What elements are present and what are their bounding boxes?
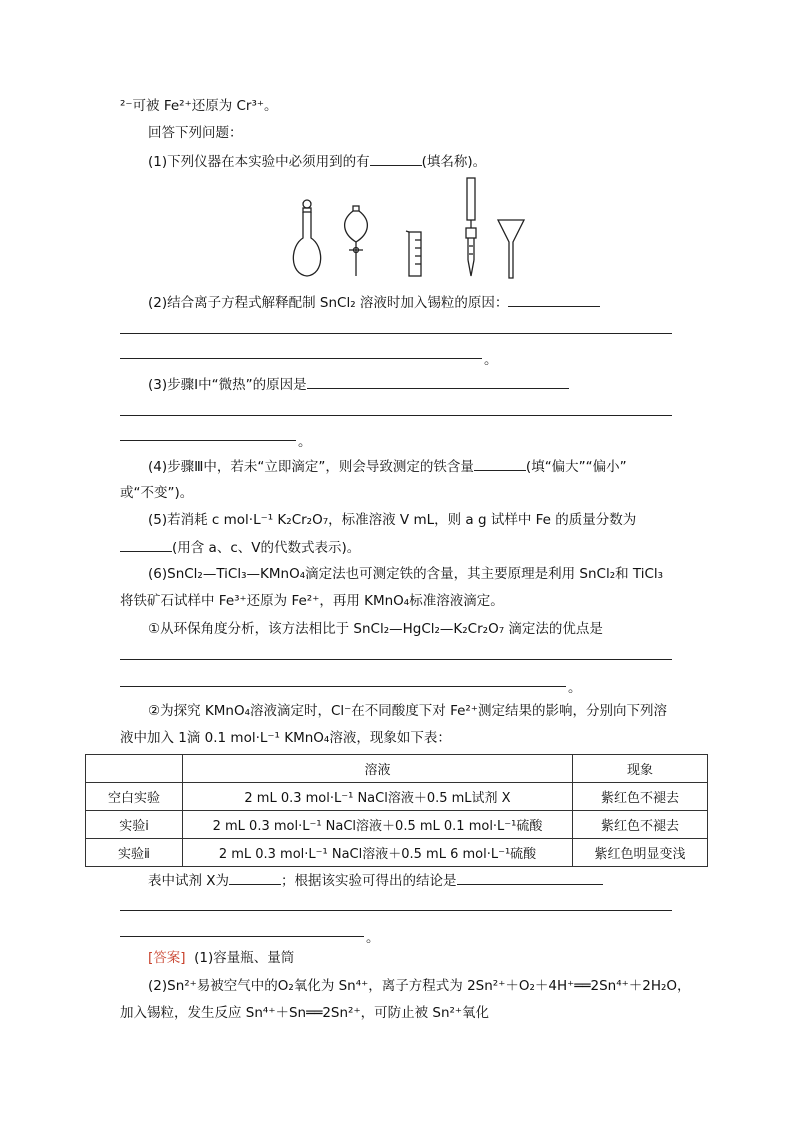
question-4-cont: 或“不变”)。 [120,485,194,501]
table-row [86,783,708,811]
answer-blank-5[interactable] [120,537,172,552]
question-6-1: ①从环保角度分析，该方法相比于 SnCl₂—HgCl₂—K₂Cr₂O₇ 滴定法的优点是 [148,621,603,637]
question-6-cont: 将铁矿石试样中 Fe³⁺还原为 Fe²⁺，再用 KMnO₄标准溶液滴定。 [120,593,504,609]
apparatus-illustration [285,176,525,282]
table-header-row [86,755,708,783]
table-followup-suffix: ；根据该实验可得出的结论是 [281,873,457,889]
question-6: (6)SnCl₂—TiCl₃—KMnO₄滴定法也可测定铁的含量，其主要原理是利用 SnCl₂和 TiCl₃ [148,566,664,582]
question-4-text: (4)步骤Ⅲ中，若未“立即滴定”，则会导致测定的铁含量 [148,459,474,475]
funnel-icon [498,220,524,278]
question-4 [148,456,627,477]
table-cell: 2 mL 0.3 mol·L⁻¹ NaCl溶液＋0.5 mL试剂 X [183,783,573,811]
text-line-0: ²⁻可被 Fe²⁺还原为 Cr³⁺。 [120,98,278,114]
table-cell: 实验ⅱ [86,839,183,867]
table-header-cell: 现象 [573,755,708,783]
volumetric-flask-icon [293,200,320,276]
question-4-suffix: (填“偏大”“偏小” [525,459,627,475]
question-3 [148,374,569,395]
burette-icon [466,178,476,276]
question-1-text: (1)下列仪器在本实验中必须用到的有 [148,154,370,170]
table-cell: 2 mL 0.3 mol·L⁻¹ NaCl溶液＋0.5 mL 0.1 mol·L⁻¹硫酸 [183,811,573,839]
table-followup-text: 表中试剂 X为 [148,873,230,889]
answer-blank-conclusion[interactable] [457,870,603,885]
question-intro: 回答下列问题： [148,125,243,141]
answer-2: (2)Sn²⁺易被空气中的O₂氧化为 Sn⁴⁺，离子方程式为 2Sn²⁺＋O₂＋4H⁺══2Sn⁴⁺＋2H₂O， [148,978,691,994]
experiment-table [85,754,708,867]
question-5: (5)若消耗 c mol·L⁻¹ K₂Cr₂O₇，标准溶液 V mL，则 a g 试样中 Fe 的质量分数为 [148,512,637,528]
graduated-cylinder-icon [406,231,421,276]
answer-blank-4[interactable] [474,456,526,471]
answer-blank-1[interactable] [370,151,422,166]
answer-blank-x[interactable] [229,870,281,885]
table-cell: 实验ⅰ [86,811,183,839]
table-header-cell [86,755,183,783]
question-3-text: (3)步骤Ⅰ中“微热”的原因是 [148,377,307,393]
question-1 [148,151,486,172]
answer-tag: [答案] [148,950,186,966]
answer-blank-3[interactable] [307,374,569,389]
table-cell: 紫红色不褪去 [573,811,708,839]
question-6-2-cont: 液中加入 1滴 0.1 mol·L⁻¹ KMnO₄溶液，现象如下表： [120,730,451,746]
table-row [86,839,708,867]
answer-line[interactable] [120,659,672,660]
table-cell: 紫红色不褪去 [573,783,708,811]
table-followup [148,870,603,891]
question-2-text: (2)结合离子方程式解释配制 SnCl₂ 溶液时加入锡粒的原因： [148,295,509,311]
table-row [86,811,708,839]
answer-section [148,948,294,968]
answer-blank-2[interactable] [508,292,600,307]
question-6-2: ②为探究 KMnO₄溶液滴定时，Cl⁻在不同酸度下对 Fe²⁺测定结果的影响，分别向下列溶 [148,703,667,719]
answer-line[interactable] [120,910,672,911]
table-header-cell: 溶液 [183,755,573,783]
answer-line[interactable] [120,333,672,334]
answer-1: (1)容量瓶、量筒 [194,950,295,966]
table-cell: 空白实验 [86,783,183,811]
question-1-suffix: (填名称)。 [421,154,487,170]
answer-2-cont: 加入锡粒，发生反应 Sn⁴⁺＋Sn══2Sn²⁺，可防止被 Sn²⁺氧化 [120,1005,490,1021]
table-cell: 2 mL 0.3 mol·L⁻¹ NaCl溶液＋0.5 mL 6 mol·L⁻¹硫酸 [183,839,573,867]
answer-line[interactable] [120,415,672,416]
question-5-suffix: (用含 a、c、V的代数式表示)。 [172,540,361,556]
separatory-funnel-icon [345,206,368,276]
question-2 [148,292,600,313]
question-5-cont [120,537,360,558]
table-cell: 紫红色明显变浅 [573,839,708,867]
